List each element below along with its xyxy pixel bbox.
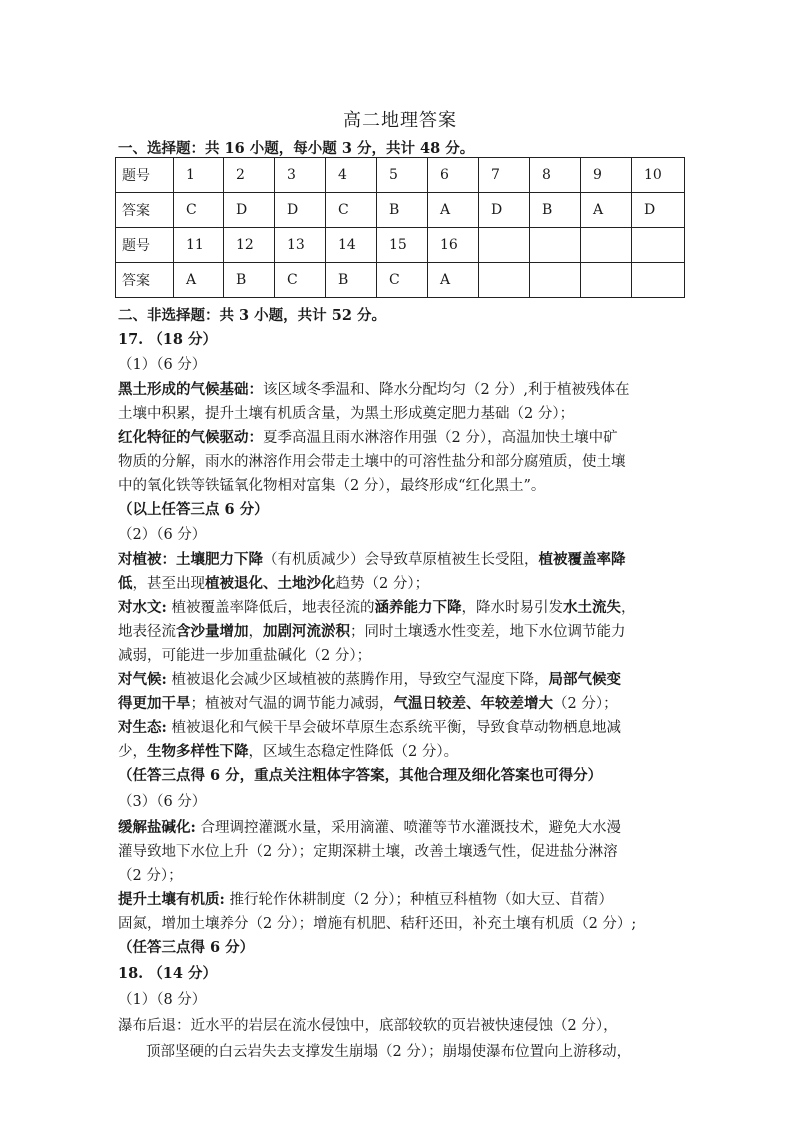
bold-term: 低 xyxy=(118,575,133,592)
table-cell xyxy=(479,263,530,298)
q17-part2-line: 减弱，可能进一步加重盐碱化（2 分）； xyxy=(118,648,372,664)
table-cell: B xyxy=(530,193,581,228)
text-run: 植被退化会减少区域植被的蒸腾作用，导致空气湿度下降， xyxy=(166,672,549,688)
table-cell xyxy=(581,263,632,298)
table-cell: 16 xyxy=(428,228,479,263)
table-cell: 9 xyxy=(581,158,632,193)
row-label: 题号 xyxy=(116,228,174,263)
q17-part1-line xyxy=(118,428,690,448)
text-run: （2 分）； xyxy=(553,696,618,712)
row-label: 答案 xyxy=(116,193,174,228)
table-cell: 5 xyxy=(377,158,428,193)
q17-part3-line: 固氮，增加土壤养分（2 分）；增施有机肥、秸秆还田，补充土壤有机质（2 分）; xyxy=(118,916,637,932)
q17-part1-label: （1）（6 分） xyxy=(118,357,207,373)
table-cell: D xyxy=(224,193,275,228)
text-run: 推行轮作休耕制度（2 分）；种植豆科植物（如大豆、苜蓿） xyxy=(224,892,614,908)
q17-part2-line xyxy=(118,742,690,762)
bold-term: 缓解盐碱化: xyxy=(118,819,196,836)
bold-term: 提升土壤有机质: xyxy=(118,891,225,908)
q17-part2-line xyxy=(118,550,690,570)
text-run: ， xyxy=(248,624,263,640)
bold-term: 植被覆盖率降 xyxy=(538,551,626,568)
table-cell: D xyxy=(275,193,326,228)
text-run: ，区域生态稳定性降低（2 分）。 xyxy=(248,744,459,760)
table-cell: C xyxy=(377,263,428,298)
bold-term: 涵养能力下降 xyxy=(374,599,462,616)
table-cell: 6 xyxy=(428,158,479,193)
table-cell: C xyxy=(174,193,224,228)
table-cell: D xyxy=(479,193,530,228)
table-cell: 14 xyxy=(326,228,377,263)
table-cell: 4 xyxy=(326,158,377,193)
bold-term: 黑土形成的气候基础： xyxy=(118,381,263,398)
text-run: ；同时土壤透水性变差，地下水位调节能力 xyxy=(350,624,626,640)
q17-part2-line xyxy=(118,622,690,642)
table-cell: 3 xyxy=(275,158,326,193)
q17-part2-line xyxy=(118,670,690,690)
table-cell: A xyxy=(174,263,224,298)
q17-part3-line xyxy=(118,818,690,838)
q17-part3-note: （任答三点得 6 分） xyxy=(118,939,255,956)
bold-term: 对生态: xyxy=(118,719,167,736)
table-cell: C xyxy=(326,193,377,228)
q17-part1-line: 物质的分解，雨水的淋溶作用会带走土壤中的可溶性盐分和部分腐殖质，使土壤 xyxy=(118,454,626,470)
table-cell: 8 xyxy=(530,158,581,193)
text-run: ， xyxy=(620,600,636,616)
q17-part2-line xyxy=(118,718,690,738)
q17-title: 17. （18 分） xyxy=(118,331,218,348)
text-run: ，甚至出现 xyxy=(132,576,205,592)
text-run: ，降水时易引发 xyxy=(461,600,563,616)
section2-heading: 二、非选择题：共 3 小题，共计 52 分。 xyxy=(118,307,386,324)
q17-part1-line: 土壤中积累，提升土壤有机质含量，为黑土形成奠定肥力基础（2 分）； xyxy=(118,406,575,422)
table-cell: A xyxy=(428,263,479,298)
table-cell: D xyxy=(632,193,685,228)
section1-heading: 一、选择题：共 16 小题，每小题 3 分，共计 48 分。 xyxy=(118,140,475,157)
bold-term: 气温日较差、年较差增大 xyxy=(393,695,553,712)
bold-term: 植被退化、土地沙化 xyxy=(205,575,336,592)
table-cell: A xyxy=(581,193,632,228)
bold-term: 加剧河流淤积 xyxy=(263,623,350,640)
text-run: 植被覆盖率降低后，地表径流的 xyxy=(166,600,375,616)
text-run: 该区域冬季温和、降水分配均匀（2 分）,利于植被残体在 xyxy=(263,382,630,398)
table-cell: B xyxy=(326,263,377,298)
q17-part3-label: （3）（6 分） xyxy=(118,794,207,810)
bold-term: 土壤肥力下降 xyxy=(176,551,263,568)
table-row xyxy=(116,158,685,193)
table-cell: 7 xyxy=(479,158,530,193)
table-cell xyxy=(632,263,685,298)
q17-part2-label: （2）（6 分） xyxy=(118,527,207,543)
text-run: 趋势（2 分）； xyxy=(335,576,430,592)
text-run: 夏季高温且雨水淋溶作用强（2 分），高温加快土壤中矿 xyxy=(263,430,618,446)
text-run: ；植被对气温的调节能力减弱， xyxy=(190,696,394,712)
table-cell: B xyxy=(377,193,428,228)
table-cell: B xyxy=(224,263,275,298)
q18-part1-line: 瀑布后退：近水平的岩层在流水侵蚀中，底部较软的页岩被快速侵蚀（2 分）， xyxy=(118,1018,618,1034)
q17-part2-line xyxy=(118,598,690,618)
row-label: 题号 xyxy=(116,158,174,193)
table-row xyxy=(116,263,685,298)
bold-term: 对气候: xyxy=(118,671,167,688)
q18-part1-line: 顶部坚硬的白云岩失去支撑发生崩塌（2 分）；崩塌使瀑布位置向上游移动， xyxy=(146,1044,632,1060)
bold-term: 红化特征的气候驱动： xyxy=(118,429,263,446)
bold-term: 对水文: xyxy=(118,599,167,616)
bold-term: 局部气候变 xyxy=(548,671,621,688)
table-cell xyxy=(530,228,581,263)
row-label: 答案 xyxy=(116,263,174,298)
table-row xyxy=(116,193,685,228)
table-cell: A xyxy=(428,193,479,228)
bold-term: 生物多样性下降 xyxy=(147,743,249,760)
table-cell: 2 xyxy=(224,158,275,193)
q17-part1-line xyxy=(118,380,690,400)
q18-part1-label: （1）（8 分） xyxy=(118,992,207,1008)
table-cell: 12 xyxy=(224,228,275,263)
q17-part2-line xyxy=(118,574,690,594)
table-cell xyxy=(632,228,685,263)
q17-part1-line: 中的氧化铁等铁锰氧化物相对富集（2 分），最终形成“红化黑土”。 xyxy=(118,478,546,494)
text-run: （有机质减少）会导致草原植被生长受阻， xyxy=(263,552,539,568)
bold-term: 得更加干旱 xyxy=(118,695,191,712)
q17-part2-line xyxy=(118,694,690,714)
q17-part1-note: （以上任答三点 6 分） xyxy=(118,501,269,518)
table-cell: 1 xyxy=(174,158,224,193)
bold-term: 对植被： xyxy=(118,551,176,568)
table-cell xyxy=(479,228,530,263)
text-run: 少， xyxy=(118,744,147,760)
table-row xyxy=(116,228,685,263)
text-run: 植被退化和气候干旱会破坏草原生态系统平衡，导致食草动物栖息地减 xyxy=(166,720,621,736)
bold-term: 水土流失 xyxy=(562,599,621,616)
text-run: 合理调控灌溉水量，采用滴灌、喷灌等节水灌溉技术，避免大水漫 xyxy=(195,820,621,836)
table-cell: 15 xyxy=(377,228,428,263)
q18-title: 18. （14 分） xyxy=(118,965,218,982)
table-cell xyxy=(581,228,632,263)
table-cell: 13 xyxy=(275,228,326,263)
q17-part3-line xyxy=(118,890,690,910)
answer-table xyxy=(115,157,685,298)
page-title: 高二地理答案 xyxy=(343,110,457,131)
q17-part3-line: 灌导致地下水位上升（2 分）；定期深耕土壤，改善土壤透气性，促进盐分淋溶 xyxy=(118,844,618,860)
table-cell xyxy=(530,263,581,298)
q17-part3-line: （2 分）； xyxy=(118,868,183,884)
bold-term: 含沙量增加 xyxy=(176,623,249,640)
text-run: 地表径流 xyxy=(118,624,176,640)
table-cell: 11 xyxy=(174,228,224,263)
table-cell: 10 xyxy=(632,158,685,193)
table-cell: C xyxy=(275,263,326,298)
q17-part2-note: （任答三点得 6 分，重点关注粗体字答案，其他合理及细化答案也可得分） xyxy=(118,767,603,784)
